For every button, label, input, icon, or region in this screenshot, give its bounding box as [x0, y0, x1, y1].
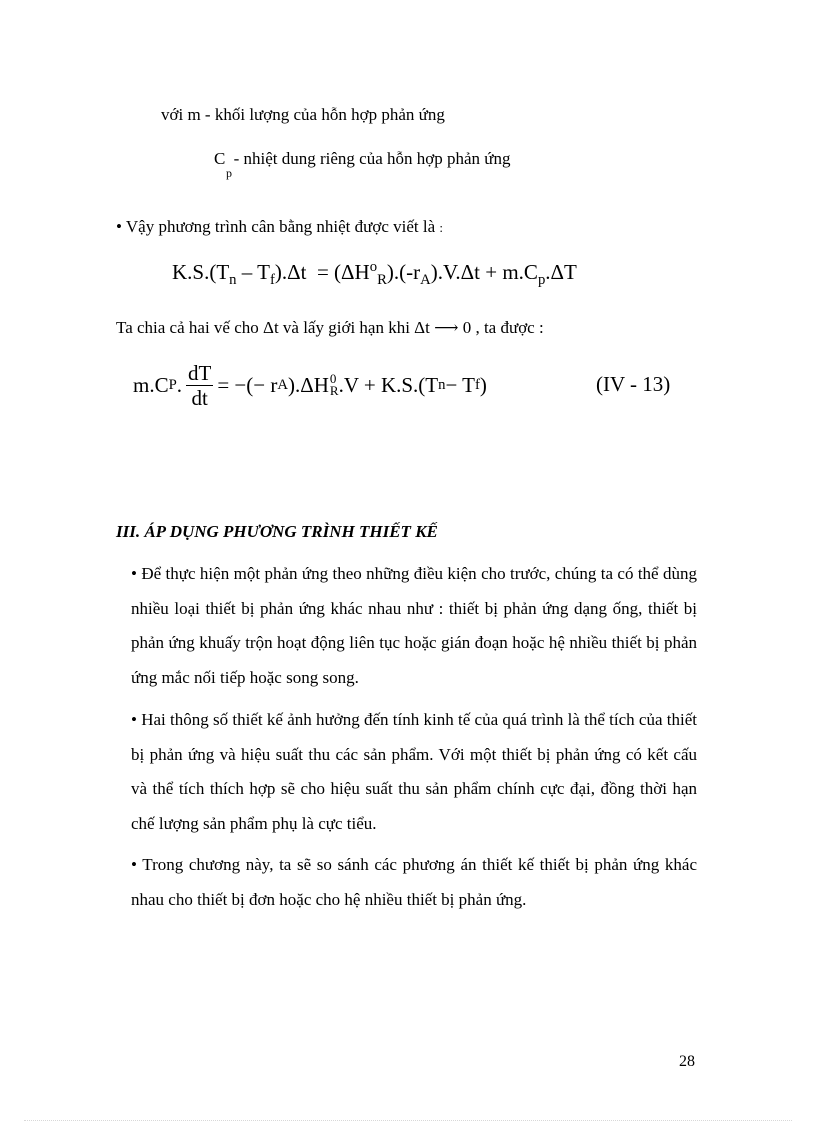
- eq2-rhs2-sup: 0: [329, 371, 337, 386]
- paragraph-reactor-types: • Để thực hiện một phản ứng theo những điều kiện cho trước, chúng ta có thể dùng nhiều loại thiết bị phản ứng khác nhau như : thiết bị phản ứng dạng ống, thiết bị phản ứng khuấy trộn hoạt động liên tục hoặc gián đoạn hoặc hệ nhiều thiết bị phản ứng mắc nối tiếp hoặc song song.: [131, 564, 697, 687]
- divide-statement: Ta chia cả hai vế cho Δt và lấy giới hạn khi Δt ⟶ 0 , ta được :: [116, 318, 544, 337]
- eq2-rhs5: ): [479, 372, 487, 397]
- bullet-heat-balance: [116, 216, 443, 239]
- cp-subscript: p: [226, 166, 232, 180]
- eq2-rhs3: .V + K.S.(T: [338, 372, 439, 397]
- eq2-lhs-sub: P: [168, 376, 177, 393]
- bullet-heat-balance-colon: :: [439, 220, 444, 235]
- page-number: 28: [679, 1053, 695, 1070]
- footer-dotted-rule: [24, 1120, 792, 1121]
- eq2-rhs4: − T: [445, 372, 476, 397]
- paragraph-design-parameters: • Hai thông số thiết kế ảnh hưởng đến tính kinh tế của quá trình là thể tích của thiết bị phản ứng và hiệu suất thu các sản phẩm. Với một thiết bị phản ứng có kết cấu và thể tích thích hợp sẽ cho hiệu suất thu sản phẩm chính cực đại, đồng thời hạn chế lượng sản phẩm phụ là cực tiểu.: [131, 710, 697, 833]
- equation-heat-balance: $K.S.(T_n - T_f).\Delta t = (\Delta H^o_R).(-r_A).V.\Delta t + m.C_p.\Delta T$: [172, 259, 577, 289]
- eq2-fraction: [186, 361, 213, 410]
- eq2-rhs3-sub: n: [438, 376, 446, 393]
- eq2-frac-num: dT: [188, 360, 212, 385]
- section-heading: III. ÁP DỤNG PHƯƠNG TRÌNH THIẾT KẾ: [116, 522, 438, 541]
- eq2-frac-den: dt: [191, 385, 208, 410]
- equation-differential: m.C P . $\frac{dT}{dt}$ = −(− r A ).ΔH 0 R .V + K.S.(T n − T f ): [133, 360, 487, 410]
- eq2-rhs2: ).ΔH: [287, 372, 329, 397]
- eq2-rhs4-sub: f: [475, 376, 480, 393]
- equation-label: (IV - 13): [596, 372, 671, 396]
- cp-description: - nhiệt dung riêng của hỗn hợp phản ứng: [233, 149, 511, 168]
- eq2-rhs1-sub: A: [277, 376, 288, 393]
- cp-symbol: C: [214, 149, 226, 168]
- paragraph-chapter-comparison: • Trong chương này, ta sẽ so sánh các phương án thiết kế thiết bị phản ứng khác nhau cho thiết bị đơn hoặc cho hệ nhiều thiết bị phản ứng.: [131, 855, 697, 909]
- bullet-heat-balance-text: • Vậy phương trình cân bằng nhiệt được viết là: [116, 217, 436, 236]
- eq2-rhs1: = −(− r: [217, 372, 278, 397]
- legend-heat-capacity: [214, 148, 511, 180]
- eq2-rhs2-sub: R: [329, 383, 339, 398]
- eq2-lhs: m.C: [133, 372, 169, 397]
- legend-mass: với m - khối lượng của hỗn hợp phản ứng: [161, 105, 445, 124]
